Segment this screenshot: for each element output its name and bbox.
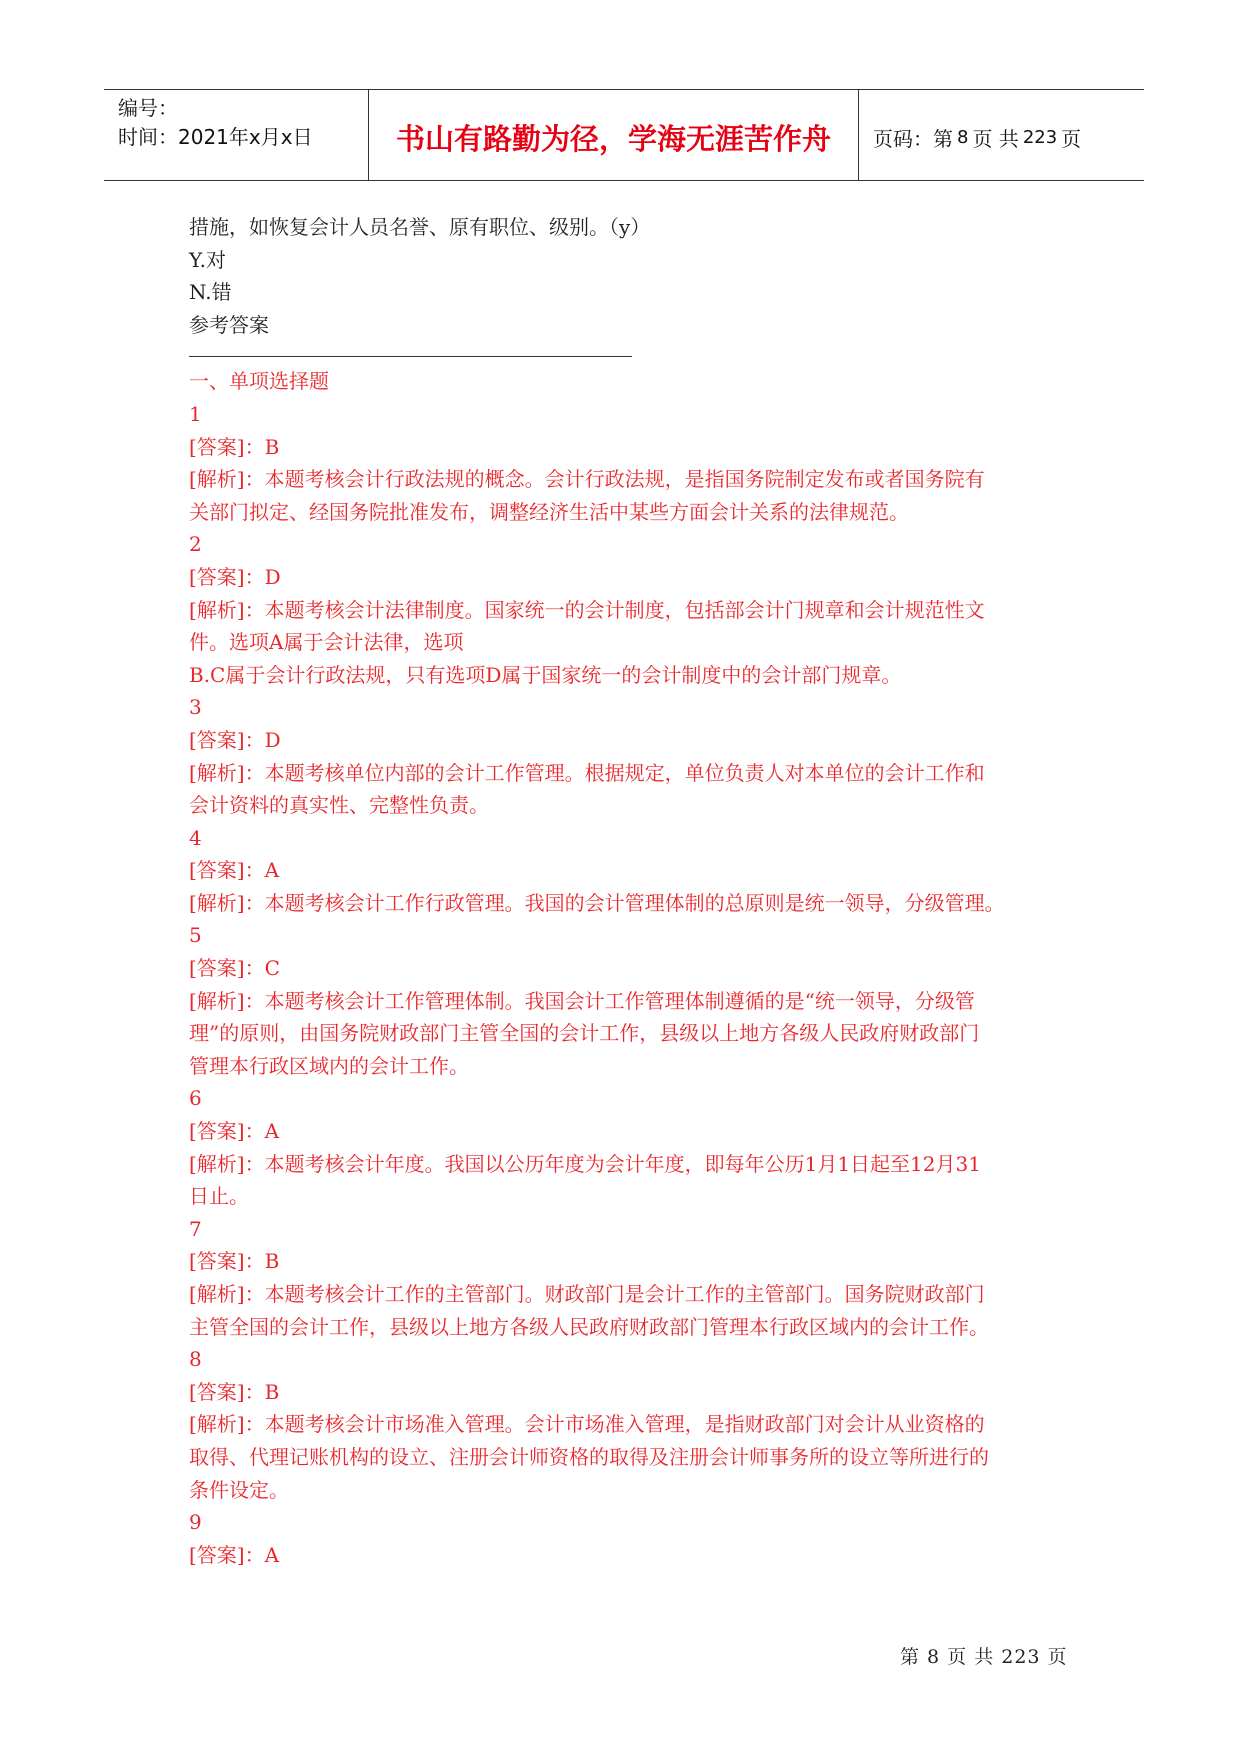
- answer-line: 7: [189, 1216, 202, 1241]
- answer-line: [解析]：本题考核会计行政法规的概念。会计行政法规，是指国务院制定发布或者国务院有: [189, 467, 985, 492]
- answer-line: 管理本行政区域内的会计工作。: [189, 1053, 469, 1078]
- answer-line: 一、单项选择题: [189, 369, 329, 394]
- header-page-info: [859, 90, 1144, 180]
- page-footer: 第 8 页 共 223 页: [900, 1646, 1068, 1668]
- text-line: Y.对: [189, 247, 226, 272]
- answer-line: [解析]：本题考核会计工作行政管理。我国的会计管理体制的总原则是统一领导，分级管理。: [189, 890, 1005, 915]
- answer-line: [解析]：本题考核会计年度。我国以公历年度为会计年度，即每年公历1月1日起至12月31: [189, 1151, 981, 1176]
- document-body: [189, 211, 1089, 1571]
- answer-line: 9: [189, 1510, 202, 1535]
- page-prefix: 页码：第: [873, 126, 953, 151]
- answer-line: 理”的原则，由国务院财政部门主管全国的会计工作，县级以上地方各级人民政府财政部门: [189, 1021, 980, 1046]
- answer-line: [答案]：D: [189, 564, 281, 589]
- page-mid: 页 共: [972, 126, 1019, 151]
- answer-line: 8: [189, 1347, 202, 1372]
- answer-line: [解析]：本题考核单位内部的会计工作管理。根据规定，单位负责人对本单位的会计工作和: [189, 760, 985, 785]
- text-line: 参考答案: [189, 312, 269, 337]
- answer-line: [解析]：本题考核会计工作管理体制。我国会计工作管理体制遵循的是“统一领导，分级管: [189, 988, 975, 1013]
- page-suffix: 页: [1061, 126, 1082, 151]
- answer-key: [189, 365, 1089, 1571]
- answer-line: [答案]：C: [189, 956, 280, 981]
- answer-line: 3: [189, 695, 202, 720]
- answer-line: 件。选项A属于会计法律，选项: [189, 630, 464, 655]
- answer-line: [答案]：A: [189, 858, 280, 883]
- document-number-label: 编号：: [118, 96, 178, 120]
- answer-line: [答案]：B: [189, 1379, 280, 1404]
- answer-line: [答案]：B: [189, 1249, 280, 1274]
- document-time: 时间：2021年x月x日: [118, 125, 313, 149]
- answer-line: 关部门拟定、经国务院批准发布，调整经济生活中某些方面会计关系的法律规范。: [189, 499, 909, 524]
- answer-line: 6: [189, 1086, 202, 1111]
- section-divider: [189, 356, 632, 357]
- text-line: N.错: [189, 280, 232, 305]
- answer-line: 主管全国的会计工作，县级以上地方各级人民政府财政部门管理本行政区域内的会计工作。: [189, 1314, 989, 1339]
- header-meta: [104, 90, 369, 180]
- answer-line: [答案]：A: [189, 1119, 280, 1144]
- header-motto: 书山有路勤为径，学海无涯苦作舟: [369, 90, 859, 180]
- answer-line: [答案]：B: [189, 434, 280, 459]
- answer-line: [答案]：A: [189, 1542, 280, 1567]
- answer-line: 5: [189, 923, 202, 948]
- page-number: 8: [957, 126, 969, 148]
- page-total: 223: [1022, 126, 1058, 148]
- answer-line: 会计资料的真实性、完整性负责。: [189, 793, 489, 818]
- answer-line: 2: [189, 532, 202, 557]
- answer-line: 1: [189, 401, 202, 426]
- text-line: 措施，如恢复会计人员名誉、原有职位、级别。（y）: [189, 215, 651, 239]
- answer-line: [解析]：本题考核会计市场准入管理。会计市场准入管理，是指财政部门对会计从业资格的: [189, 1412, 985, 1437]
- answer-line: [解析]：本题考核会计法律制度。国家统一的会计制度，包括部会计门规章和会计规范性文: [189, 597, 985, 622]
- answer-line: [答案]：D: [189, 727, 281, 752]
- page-header: [104, 89, 1144, 181]
- answer-line: B.C属于会计行政法规，只有选项D属于国家统一的会计制度中的会计部门规章。: [189, 662, 902, 687]
- answer-line: 日止。: [189, 1184, 249, 1209]
- question-tail: [189, 211, 1089, 341]
- answer-line: 取得、代理记账机构的设立、注册会计师资格的取得及注册会计师事务所的设立等所进行的: [189, 1444, 989, 1469]
- answer-line: 4: [189, 825, 202, 850]
- answer-line: [解析]：本题考核会计工作的主管部门。财政部门是会计工作的主管部门。国务院财政部门: [189, 1282, 985, 1306]
- answer-line: 条件设定。: [189, 1477, 289, 1502]
